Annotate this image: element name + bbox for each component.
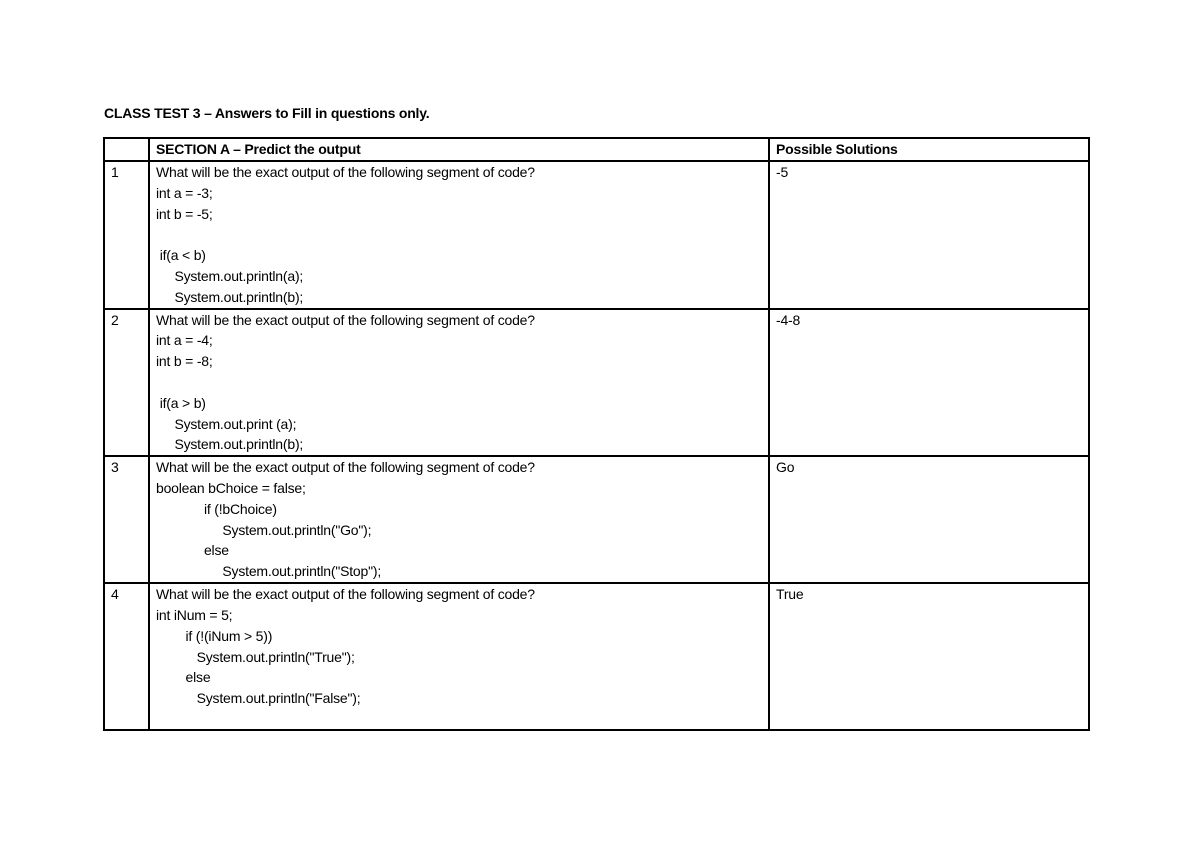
code-line: int iNum = 5; (156, 606, 233, 623)
table-row (104, 309, 1089, 457)
code-line: boolean bChoice = false; (156, 479, 306, 496)
code-line: else (156, 542, 229, 559)
question-cell (149, 161, 769, 309)
code-line: if (!(iNum > 5)) (156, 627, 273, 644)
question-cell (149, 583, 769, 730)
code-line: if (!bChoice) (156, 500, 277, 517)
code-line: System.out.print (a); (156, 415, 297, 432)
code-line: int b = -8; (156, 353, 213, 370)
code-line: else (156, 669, 211, 686)
question-prompt: What will be the exact output of the following segment of code? (156, 459, 535, 476)
question-cell (149, 456, 769, 583)
question-number: 4 (104, 583, 149, 730)
header-row (104, 138, 1089, 161)
code-line: System.out.println(b); (156, 288, 304, 305)
header-section-cell: SECTION A – Predict the output (149, 138, 769, 161)
code-line: int b = -5; (156, 205, 213, 222)
code-line: System.out.println(b); (156, 436, 304, 453)
answer-cell: -4-8 (769, 309, 1089, 457)
answer-cell: -5 (769, 161, 1089, 309)
code-line: System.out.println("True"); (156, 648, 355, 665)
question-cell (149, 309, 769, 457)
question-prompt: What will be the exact output of the following segment of code? (156, 164, 535, 180)
code-line: if(a < b) (156, 247, 206, 264)
code-line: System.out.println("Stop"); (156, 563, 382, 580)
code-line: System.out.println(a); (156, 267, 304, 284)
answer-cell: Go (769, 456, 1089, 583)
code-line (156, 372, 762, 393)
question-number: 3 (104, 456, 149, 583)
document-title: CLASS TEST 3 – Answers to Fill in questions only. (104, 105, 430, 121)
code-line: if(a > b) (156, 394, 206, 411)
code-line: System.out.println("False"); (156, 690, 361, 707)
code-line (156, 224, 762, 245)
code-line: int a = -4; (156, 332, 213, 349)
question-number: 1 (104, 161, 149, 309)
question-prompt: What will be the exact output of the following segment of code? (156, 311, 535, 328)
code-line: int a = -3; (156, 184, 213, 201)
answer-cell: True (769, 583, 1089, 730)
header-solutions-cell: Possible Solutions (769, 138, 1089, 161)
answers-table (103, 137, 1090, 731)
table-row (104, 456, 1089, 583)
table-row (104, 583, 1089, 730)
question-number: 2 (104, 309, 149, 457)
table-row (104, 161, 1089, 309)
header-number-cell (104, 138, 149, 161)
code-line: System.out.println("Go"); (156, 521, 372, 538)
question-prompt: What will be the exact output of the following segment of code? (156, 586, 535, 603)
